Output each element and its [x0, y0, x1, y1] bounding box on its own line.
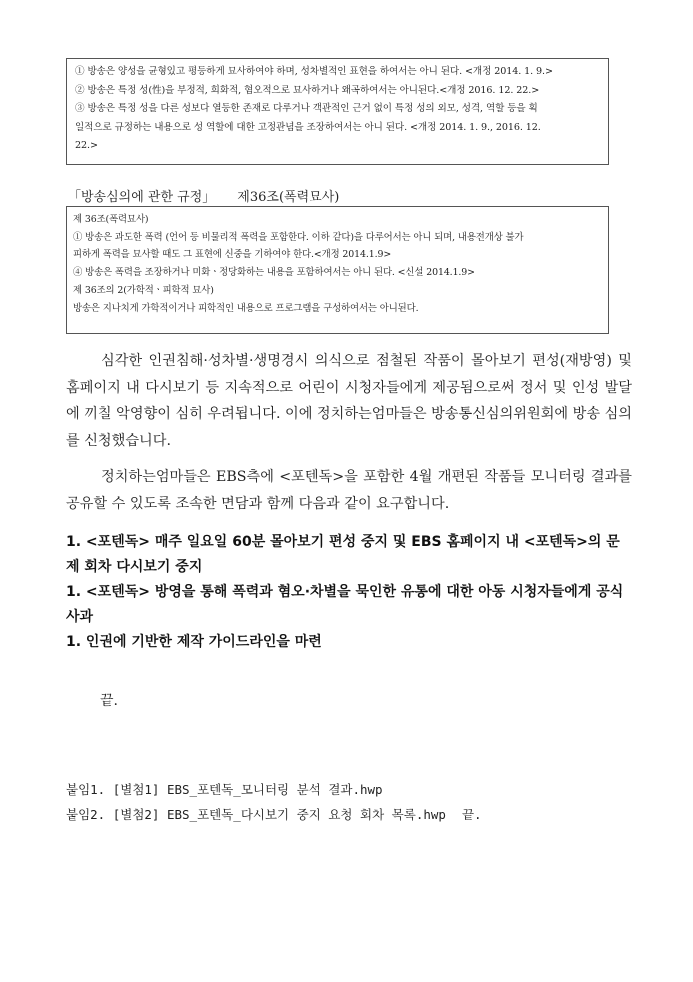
- regulation-title: 「방송심의에 관한 규정」: [68, 190, 216, 205]
- box-line: 제 36조(폭력묘사): [73, 214, 149, 225]
- concern-paragraph: 심각한 인권침해·성차별·생명경시 의식으로 점철된 작품이 몰아보기 편성(재방영) 및 홈페이지 내 다시보기 등 지속적으로 어린이 시청자들에게 제공됨으로써 정서 및 인성 발달에 끼칠 악영향이 심히 우려됩니다. 이에 정치하는엄마들은 방송통신심의위원회에 방송 심의를 신청했습니다.: [66, 353, 632, 449]
- attachment-2-label: 붙임2. [별첨2] EBS_포텐독_다시보기 중지 요청 회차 목록.hwp: [66, 807, 446, 822]
- box-line: ① 방송은 양성을 균형있고 평등하게 묘사하여야 하며, 성차별적인 표현을 하여서는 아니 된다. <개정 2014. 1. 9.>: [75, 66, 553, 77]
- box-line: ③ 방송은 특정 성을 다른 성보다 열등한 존재로 다루거나 객관적인 근거 없이 특정 성의 외모, 성격, 역할 등을 획: [75, 103, 538, 114]
- demands-list: [66, 530, 632, 655]
- violence-regulation-box: [66, 206, 609, 334]
- request-paragraph: 정치하는엄마들은 EBS측에 <포텐독>을 포함한 4월 개편된 작품들 모니터링 결과를 공유할 수 있도록 조속한 면담과 함께 다음과 같이 요구합니다.: [66, 469, 632, 512]
- box-line: 일적으로 규정하는 내용으로 성 역할에 대한 고정관념을 조장하여서는 아니 된다. <개정 2014. 1. 9., 2016. 12.: [75, 121, 541, 133]
- regulation-heading: [68, 186, 339, 205]
- box-line: 방송은 지나치게 가학적이거나 피학적인 내용으로 프로그램을 구성하여서는 아니된다.: [73, 302, 419, 314]
- box-line: ④ 방송은 폭력을 조장하거나 미화ㆍ정당화하는 내용을 포함하여서는 아니 된다. <신설 2014.1.9>: [73, 267, 475, 279]
- box-line: 피하게 폭력을 묘사할 때도 그 표현에 신중을 기하여야 한다.<개정 2014.1.9>: [73, 249, 392, 261]
- box-line: ② 방송은 특정 성(性)을 부정적, 희화적, 혐오적으로 묘사하거나 왜곡하여서는 아니된다.<개정 2016. 12. 22.>: [75, 84, 540, 96]
- attachment-2: [66, 805, 482, 823]
- end-mark: 끝.: [100, 693, 118, 709]
- gender-regulation-box: [66, 58, 609, 165]
- box-line: 제 36조의 2(가학적ㆍ피학적 묘사): [73, 284, 214, 296]
- demand-item: 1. <포텐독> 매주 일요일 60분 몰아보기 편성 중지 및 EBS 홈페이지 내 <포텐독>의 문제 회차 다시보기 중지: [66, 534, 620, 575]
- article-title: 제36조(폭력묘사): [237, 190, 340, 205]
- box-line: 22.>: [75, 140, 98, 151]
- final-end-mark: 끝.: [461, 807, 482, 822]
- box-line: ① 방송은 과도한 폭력 (언어 등 비물리적 폭력을 포함한다. 이하 같다)을 다루어서는 아니 되며, 내용전개상 불가: [73, 231, 524, 243]
- demand-item: 1. <포텐독> 방영을 통해 폭력과 혐오·차별을 묵인한 유통에 대한 아동 시청자들에게 공식 사과: [66, 584, 624, 625]
- attachment-1: 붙임1. [별첨1] EBS_포텐독_모니터링 분석 결과.hwp: [66, 782, 383, 797]
- demand-item: 1. 인권에 기반한 제작 가이드라인을 마련: [66, 634, 322, 650]
